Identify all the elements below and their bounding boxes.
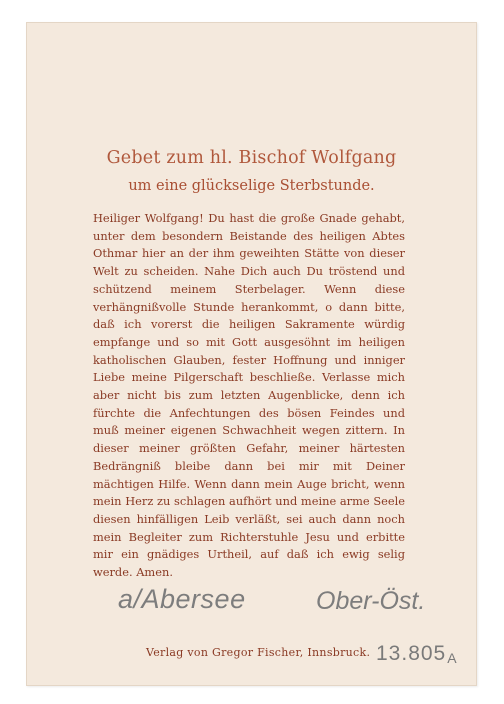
prayer-text: Heiliger Wolfgang! Du hast die große Gnade gehabt, unter dem besondern Beistande des heiligen Abtes Othmar hier an der ihm geweihten Stätte von dieser Welt zu scheiden. Nahe Dich auch Du tröstend und schützend meinem Sterbelager. Wenn diese verhängnißvolle Stunde herankommt, o dann bitte, daß ich vorerst die heiligen Sakramente würdig empfange und so mit Gott ausgesöhnt im heiligen katholischen Glauben, fester Hoffnung und inniger Liebe meine Pilgerschaft beschließe. Verlasse mich aber nicht bis zum letzten Augenblicke, denn ich fürchte die Anfechtungen des bösen Feindes und muß meiner eigenen Schwachheit wegen zittern. In dieser meiner größten Gefahr, meiner härtesten Bedrängniß bleibe dann bei mir mit Deiner mächtigen Hilfe. Wenn dann mein Auge bricht, wenn mein Herz zu schlagen aufhört und meine arme Seele diesen hinfälligen Leib verläßt, sei auch dann noch mein Begleiter zum Richterstuhle Jesu und erbitte mir ein gnädiges Urtheil, auf daß ich ewig selig werde. Amen. [93,211,405,580]
catalog-number: 13.805 [376,642,447,665]
handwritten-place: a/Abersee [118,584,246,614]
prayer-title: Gebet zum hl. Bischof Wolfgang [106,148,397,168]
handwritten-region: Ober-Öst. [316,587,426,615]
prayer-subtitle: um eine glückselige Sterbstunde. [128,178,375,194]
prayer-card [26,22,477,686]
publisher-line: Verlag von Gregor Fischer, Innsbruck. [146,646,371,659]
handwritten-catalog-number [376,642,458,666]
catalog-number-suffix: A [447,650,458,666]
